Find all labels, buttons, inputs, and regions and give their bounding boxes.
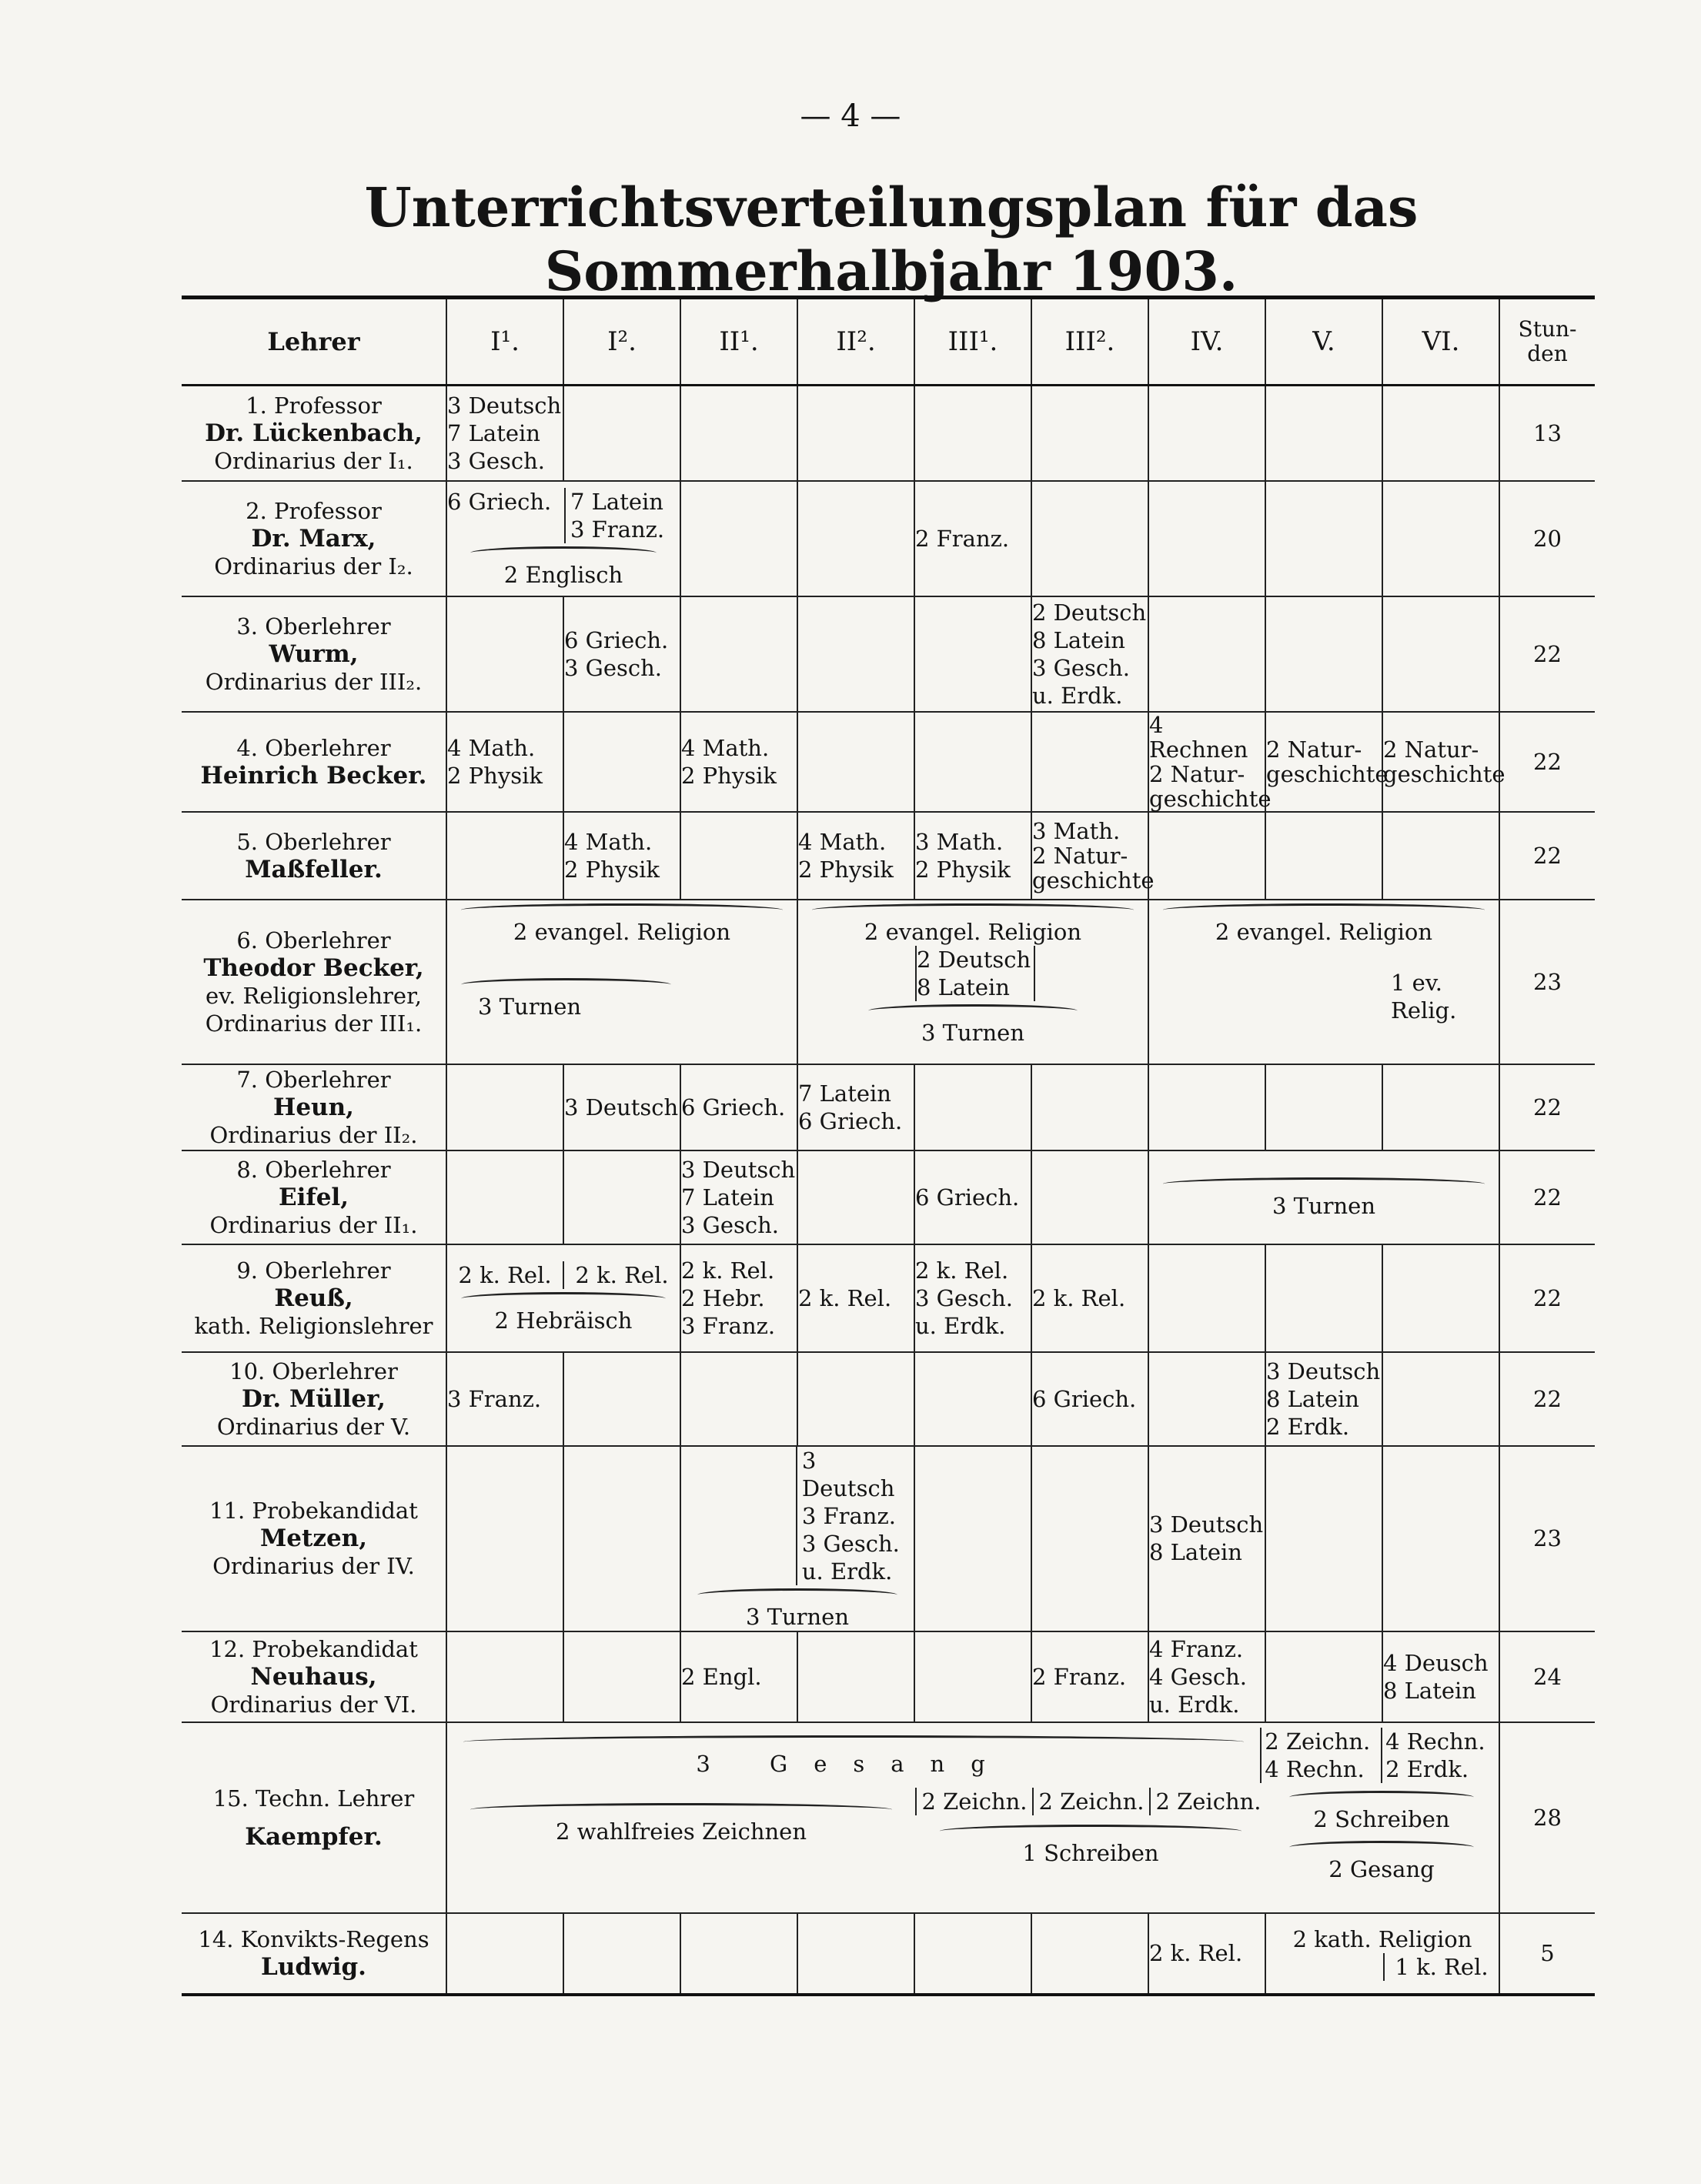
- teacher-title: 2. Professor: [246, 497, 382, 524]
- lesson-cell: [446, 481, 680, 596]
- teacher-role: Ordinarius der III₂.: [205, 668, 423, 695]
- lesson-text: 6 Griech.: [447, 489, 552, 515]
- teacher-cell: [182, 1913, 446, 1995]
- lesson-cell: [446, 1244, 680, 1352]
- teacher-role: Ordinarius der II₁.: [209, 1211, 418, 1238]
- header-teacher: Lehrer: [267, 327, 360, 356]
- lesson-cell: 2 k. Rel.: [1031, 1244, 1148, 1352]
- lesson-cell: [1148, 1150, 1499, 1244]
- lesson-cell: 6 Griech.: [1031, 1352, 1148, 1446]
- lesson-cell: 2 k. Rel.: [1148, 1913, 1265, 1995]
- teacher-cell: [182, 1352, 446, 1446]
- lesson-text: 2 Deutsch 8 Latein: [915, 946, 1035, 1001]
- lesson-text: 2 evangel. Religion: [864, 918, 1082, 945]
- page-title: Unterrichtsverteilungsplan für das Sommerhalbjahr 1903.: [364, 175, 1419, 303]
- teacher-cell: [182, 1150, 446, 1244]
- lesson-cell: 2 k. Rel.: [797, 1244, 914, 1352]
- lesson-cell: 2 Natur- geschichte: [1382, 712, 1499, 812]
- teacher-name: Reuß,: [274, 1284, 353, 1312]
- lesson-cell: 4 Franz. 4 Gesch. u. Erdk.: [1148, 1631, 1265, 1722]
- teacher-role: ev. Religionslehrer,: [206, 982, 422, 1009]
- lesson-cell: 3 Deutsch: [563, 1064, 680, 1150]
- hours-cell: 28: [1499, 1722, 1595, 1913]
- lesson-cell: 3 Deutsch 7 Latein 3 Gesch.: [680, 1150, 797, 1244]
- teacher-name: Heinrich Becker.: [200, 761, 427, 790]
- lesson-cell: 2 Franz.: [914, 481, 1031, 596]
- lesson-text: 2 k. Rel.: [458, 1262, 552, 1288]
- teacher-name: Metzen,: [259, 1524, 367, 1552]
- lesson-text: 1 ev. Relig.: [1391, 969, 1457, 1024]
- table-row: [182, 712, 1595, 812]
- teacher-cell: [182, 481, 446, 596]
- hours-cell: 22: [1499, 812, 1595, 900]
- schedule-table: [182, 296, 1595, 1996]
- teacher-cell: [182, 386, 446, 481]
- hours-cell: 20: [1499, 481, 1595, 596]
- lesson-cell: [797, 900, 1148, 1064]
- lesson-cell: 3 Deutsch 7 Latein 3 Gesch.: [446, 386, 563, 481]
- teacher-role: Ordinarius der VI.: [210, 1691, 417, 1718]
- hours-cell: 22: [1499, 1352, 1595, 1446]
- teacher-title: 12. Probekandidat: [209, 1635, 418, 1662]
- teacher-cell: [182, 900, 446, 1064]
- teacher-name: Maßfeller.: [245, 855, 383, 883]
- lesson-text: 2 Zeichn.: [1032, 1788, 1149, 1815]
- teacher-role: Ordinarius der II₂.: [209, 1121, 418, 1148]
- table-row: [182, 481, 1595, 596]
- teacher-cell: [182, 596, 446, 712]
- header-hours: Stun- den: [1499, 298, 1595, 386]
- hours-cell: 23: [1499, 1446, 1595, 1631]
- teacher-name: Theodor Becker,: [203, 953, 424, 982]
- lesson-text: 7 Latein 3 Franz.: [564, 488, 664, 543]
- lesson-text: 3 Turnen: [745, 1603, 850, 1630]
- lesson-cell: 3 Math. 2 Physik: [914, 812, 1031, 900]
- teacher-title: 15. Techn. Lehrer: [212, 1785, 415, 1812]
- hours-cell: 22: [1499, 1150, 1595, 1244]
- lesson-text: 3 Turnen: [921, 1019, 1025, 1046]
- lesson-cell: 4 Math. 2 Physik: [680, 712, 797, 812]
- header-class: II¹.: [680, 298, 797, 386]
- header-class: III¹.: [914, 298, 1031, 386]
- teacher-title: 3. Oberlehrer: [236, 613, 391, 640]
- lesson-cell: 3 Deutsch 8 Latein 2 Erdk.: [1265, 1352, 1382, 1446]
- teacher-cell: [182, 1064, 446, 1150]
- teacher-title: 9. Oberlehrer: [236, 1257, 391, 1284]
- table-row: [182, 1150, 1595, 1244]
- teacher-title: 7. Oberlehrer: [236, 1066, 391, 1093]
- teacher-name: Eifel,: [278, 1183, 349, 1211]
- lesson-text: 1 k. Rel.: [1383, 1953, 1499, 1981]
- table-row: [182, 1244, 1595, 1352]
- lesson-text: 3 Gesang: [696, 1750, 1011, 1777]
- lesson-text: 2 evangel. Religion: [1215, 918, 1433, 945]
- teacher-role: Ordinarius der V.: [216, 1413, 411, 1440]
- lesson-cell: 4 Math. 2 Physik: [797, 812, 914, 900]
- lesson-cell: [1265, 1913, 1499, 1995]
- table-row: [182, 596, 1595, 712]
- lesson-text: 2 Englisch: [503, 562, 623, 588]
- header-class: III².: [1031, 298, 1148, 386]
- teacher-title: 4. Oberlehrer: [236, 734, 391, 761]
- table-row: [182, 1064, 1595, 1150]
- lesson-cell: 4 Math. 2 Physik: [446, 712, 563, 812]
- teacher-cell: [182, 712, 446, 812]
- lesson-cell: 2 Deutsch 8 Latein 3 Gesch. u. Erdk.: [1031, 596, 1148, 712]
- lesson-text: 3 Turnen: [1272, 1193, 1376, 1219]
- teacher-title: 14. Konvikts-Regens: [198, 1926, 429, 1952]
- table-row: [182, 1446, 1595, 1631]
- teacher-role: kath. Religionslehrer: [194, 1312, 433, 1339]
- lesson-text: 4 Rechn. 2 Erdk.: [1381, 1728, 1499, 1783]
- teacher-title: 6. Oberlehrer: [236, 927, 391, 953]
- table-row: [182, 1631, 1595, 1722]
- lesson-cell: 4 Deusch 8 Latein: [1382, 1631, 1499, 1722]
- teacher-title: 8. Oberlehrer: [236, 1156, 391, 1183]
- hours-cell: 22: [1499, 596, 1595, 712]
- lesson-text: 1 Schreiben: [1022, 1839, 1159, 1866]
- teacher-cell: [182, 812, 446, 900]
- lesson-cell: 2 Natur- geschichte: [1265, 712, 1382, 812]
- teacher-cell: [182, 1446, 446, 1631]
- lesson-cell: 2 k. Rel. 3 Gesch. u. Erdk.: [914, 1244, 1031, 1352]
- table-row: [182, 1913, 1595, 1995]
- teacher-name: Ludwig.: [261, 1953, 366, 1981]
- teacher-role: Ordinarius der III₁.: [205, 1010, 423, 1037]
- header-class: V.: [1265, 298, 1382, 386]
- teacher-name: Heun,: [273, 1093, 354, 1121]
- lesson-text: 2 Schreiben: [1313, 1805, 1450, 1832]
- lesson-cell: 7 Latein 6 Griech.: [797, 1064, 914, 1150]
- header-class: II².: [797, 298, 914, 386]
- lesson-text: 3 Deutsch 3 Franz. 3 Gesch. u. Erdk.: [796, 1447, 914, 1585]
- teacher-cell: [182, 1722, 446, 1913]
- teacher-name: Dr. Lückenbach,: [205, 419, 423, 447]
- lesson-cell: [446, 900, 797, 1064]
- header-class: I².: [563, 298, 680, 386]
- teacher-title: 1. Professor: [246, 392, 382, 419]
- teacher-role: Ordinarius der I₂.: [214, 553, 413, 579]
- lesson-text: 2 evangel. Religion: [513, 918, 731, 945]
- teacher-role: Ordinarius der IV.: [212, 1553, 415, 1579]
- lesson-text: 2 kath. Religion: [1292, 1926, 1472, 1952]
- lesson-text: 2 Zeichn. 4 Rechn.: [1260, 1728, 1381, 1783]
- lesson-cell: 3 Math. 2 Natur- geschichte: [1031, 812, 1148, 900]
- lesson-text: 2 k. Rel.: [563, 1261, 680, 1289]
- hours-cell: 23: [1499, 900, 1595, 1064]
- header-row: [182, 298, 1595, 386]
- hours-cell: 22: [1499, 1244, 1595, 1352]
- teacher-name: Dr. Marx,: [251, 524, 376, 553]
- teacher-name: Dr. Müller,: [242, 1384, 386, 1413]
- table-row: [182, 386, 1595, 481]
- lesson-cell: 6 Griech. 3 Gesch.: [563, 596, 680, 712]
- lesson-text: 2 Zeichn.: [1149, 1788, 1266, 1815]
- table-row: [182, 812, 1595, 900]
- teacher-title: 5. Oberlehrer: [236, 828, 391, 855]
- hours-cell: 5: [1499, 1913, 1595, 1995]
- teacher-title: 10. Oberlehrer: [229, 1357, 398, 1384]
- teacher-name: Wurm,: [269, 640, 359, 668]
- lesson-text: 2 Zeichn.: [915, 1788, 1032, 1815]
- lesson-cell: 3 Deutsch 8 Latein: [1148, 1446, 1265, 1631]
- lesson-text: 2 Gesang: [1328, 1855, 1435, 1882]
- lesson-cell: 6 Griech.: [680, 1064, 797, 1150]
- table-row: [182, 1722, 1595, 1913]
- page-number: — 4 —: [800, 99, 901, 134]
- lesson-cell: [1148, 900, 1499, 1064]
- teacher-role: Ordinarius der I₁.: [214, 447, 413, 474]
- teacher-name: Kaempfer.: [245, 1822, 383, 1851]
- lesson-cell: 2 Engl.: [680, 1631, 797, 1722]
- lesson-cell: 2 Franz.: [1031, 1631, 1148, 1722]
- lesson-text: 2 Hebräisch: [494, 1307, 633, 1334]
- teacher-name: Neuhaus,: [250, 1662, 377, 1691]
- lesson-cell: 4 Rechnen 2 Natur- geschichte: [1149, 711, 1272, 812]
- hours-cell: 13: [1499, 386, 1595, 481]
- table-row: [182, 900, 1595, 1064]
- lesson-cell: 4 Math. 2 Physik: [563, 812, 680, 900]
- teacher-title: 11. Probekandidat: [209, 1498, 418, 1524]
- hours-cell: 24: [1499, 1631, 1595, 1722]
- lesson-cell: 2 k. Rel. 2 Hebr. 3 Franz.: [680, 1244, 797, 1352]
- table-row: [182, 1352, 1595, 1446]
- lesson-text: 3 Turnen: [478, 993, 582, 1020]
- header-class: IV.: [1148, 298, 1265, 386]
- hours-cell: 22: [1499, 1064, 1595, 1150]
- hours-cell: 22: [1499, 712, 1595, 812]
- header-class: VI.: [1382, 298, 1499, 386]
- lesson-text: 2 wahlfreies Zeichnen: [555, 1818, 807, 1845]
- lesson-cell: [446, 1722, 1499, 1913]
- teacher-cell: [182, 1244, 446, 1352]
- lesson-cell: [680, 1446, 914, 1631]
- lesson-cell: 6 Griech.: [914, 1150, 1031, 1244]
- teacher-cell: [182, 1631, 446, 1722]
- header-class: I¹.: [446, 298, 563, 386]
- lesson-cell: 3 Franz.: [446, 1352, 563, 1446]
